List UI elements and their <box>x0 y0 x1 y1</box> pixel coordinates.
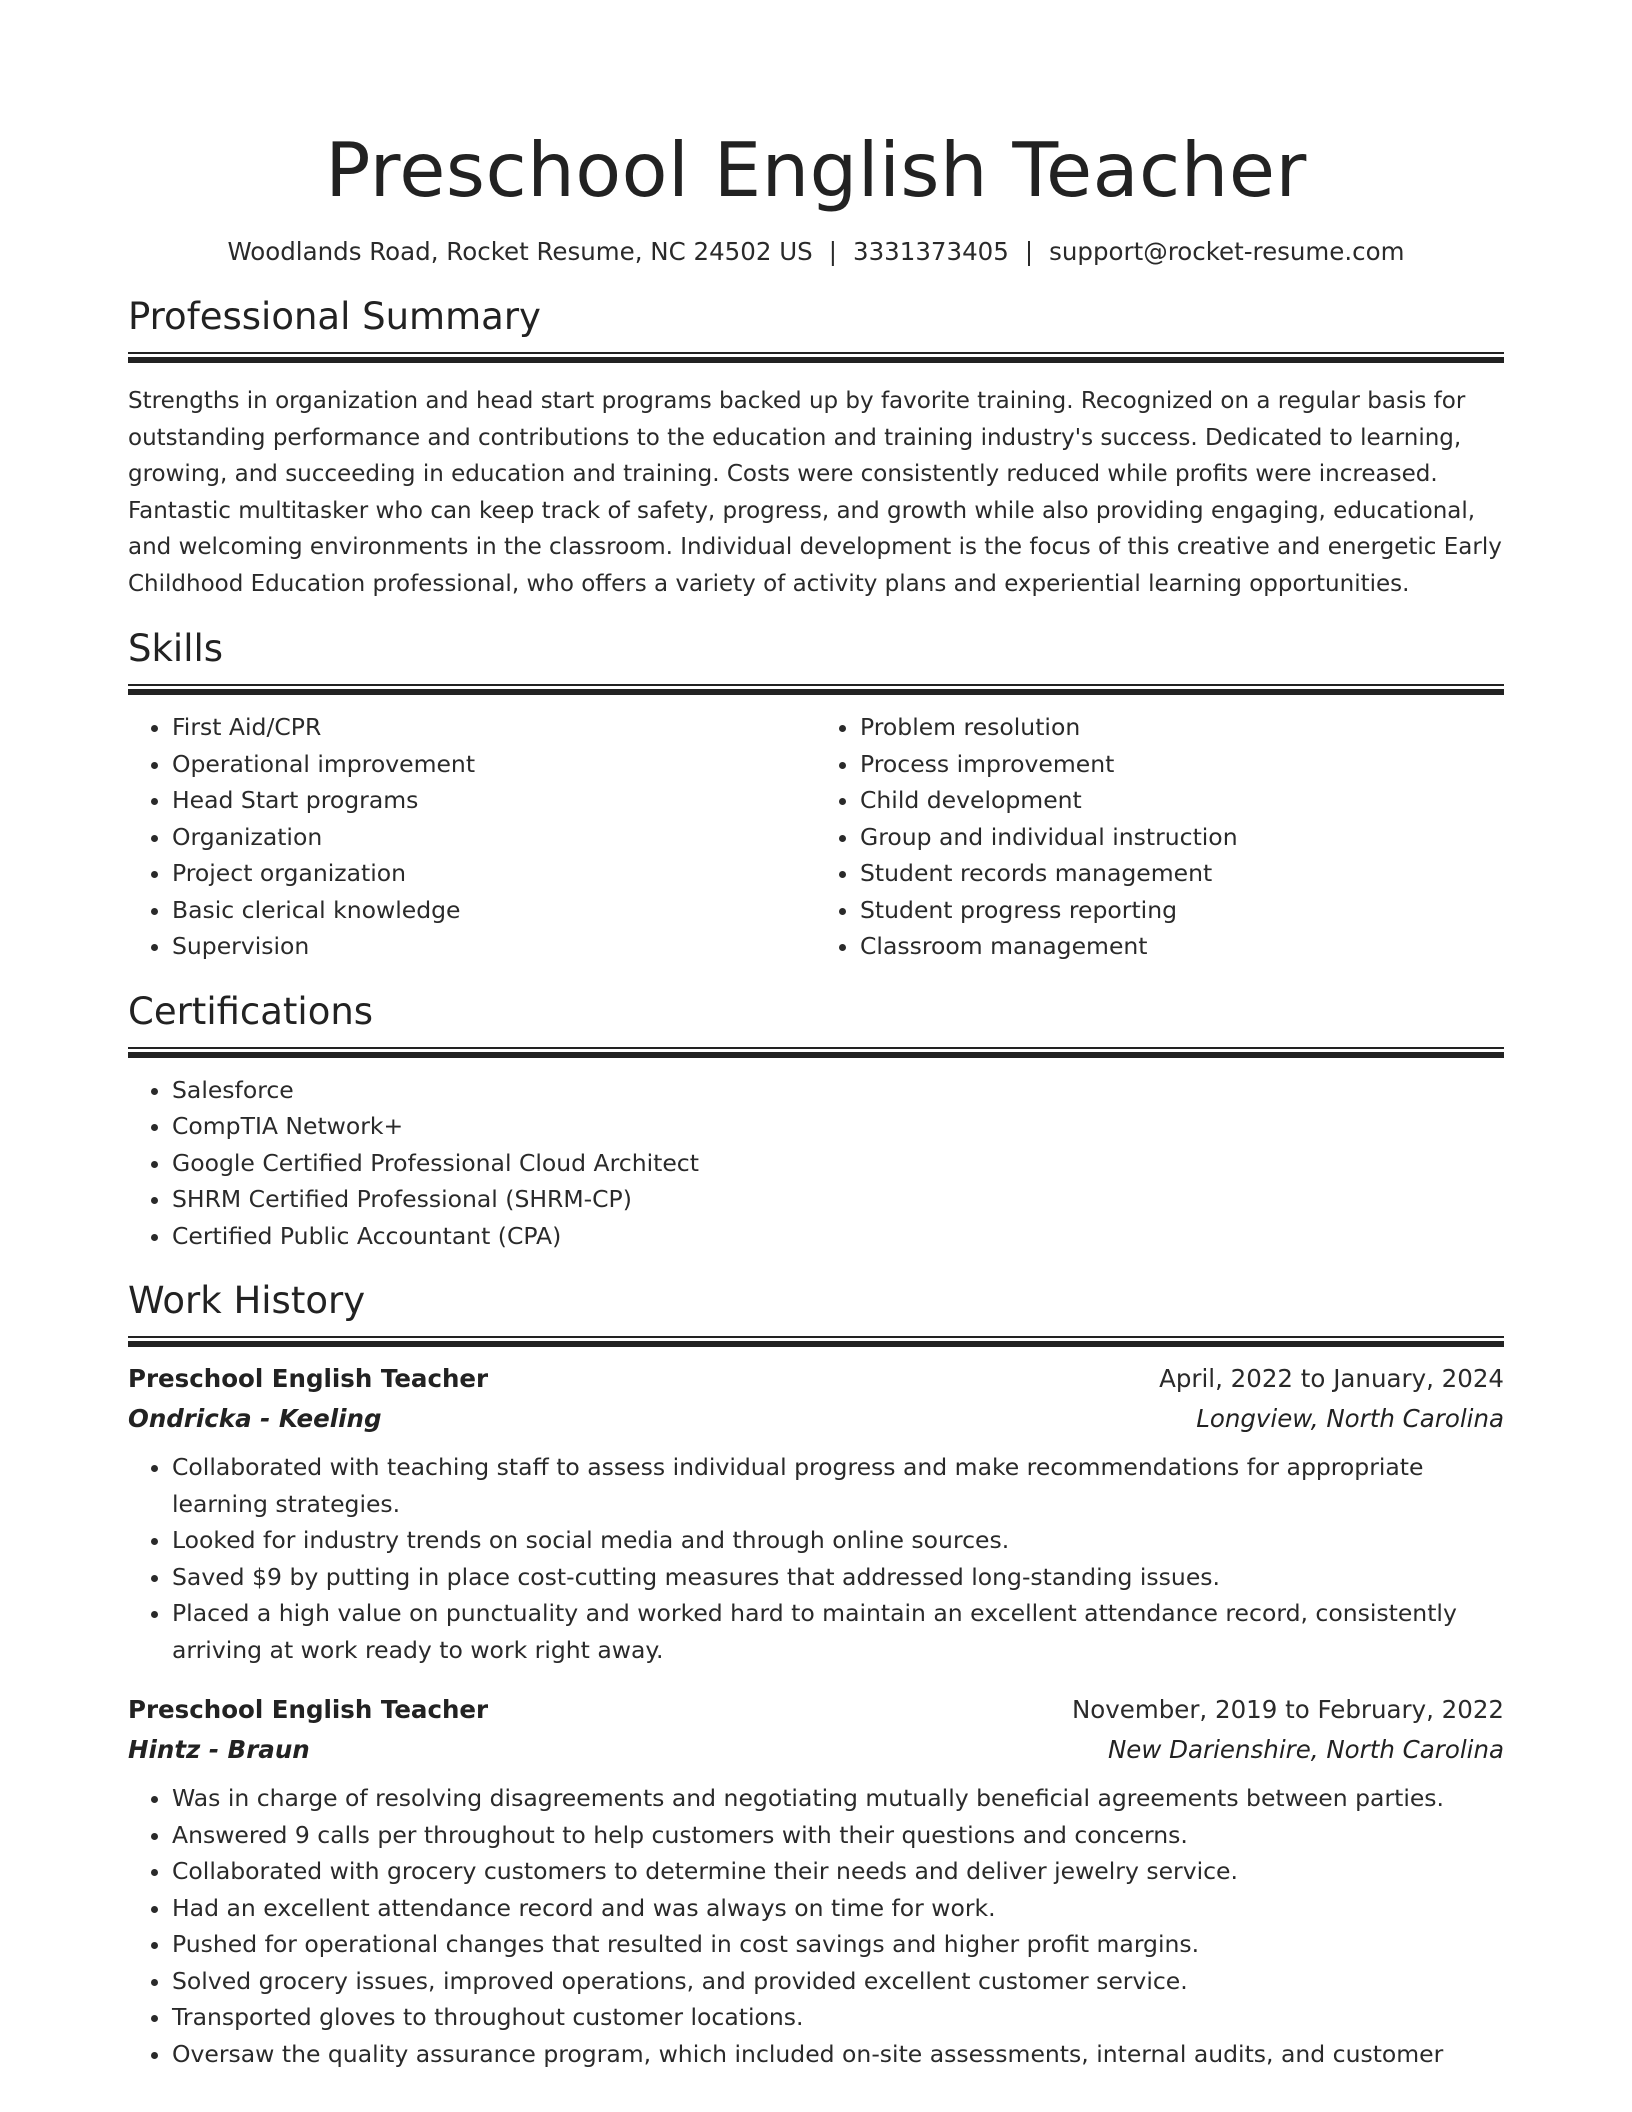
job-entry <box>128 1359 1504 1668</box>
certification-item: • CompTIA Network+ <box>172 1108 1504 1145</box>
job-location: New Darienshire, North Carolina <box>1107 1735 1504 1764</box>
skill-item: • Supervision <box>172 928 816 965</box>
resume-title: Preschool English Teacher <box>325 126 1307 214</box>
certifications-heading: Certifications <box>128 989 374 1033</box>
job-company: Ondricka - Keeling <box>128 1404 382 1433</box>
resume-page <box>128 0 1504 2072</box>
certification-item: • SHRM Certified Professional (SHRM-CP) <box>172 1181 1504 1218</box>
skill-item: • Classroom management <box>860 928 1504 965</box>
job-bullet: • Placed a high value on punctuality and worked hard to maintain an excellent attendance record, consistently arriving at work ready to work right away. <box>172 1595 1504 1668</box>
job-bullet: • Looked for industry trends on social media and through online sources. <box>172 1522 1504 1559</box>
job-bullet: • Solved grocery issues, improved operations, and provided excellent customer service. <box>172 1963 1504 2000</box>
job-dates: November, 2019 to February, 2022 <box>1071 1695 1504 1724</box>
skill-item: • Head Start programs <box>172 782 816 819</box>
contact-email: support@rocket-resume.com <box>1049 237 1405 266</box>
contact-phone: 3331373405 <box>852 237 1009 266</box>
skill-item: • Student progress reporting <box>860 892 1504 929</box>
certifications-list <box>128 1072 1504 1255</box>
job-bullet: • Transported gloves to throughout customer locations. <box>172 1999 1504 2036</box>
skills-list-right <box>816 709 1504 965</box>
section-divider <box>128 1047 1504 1058</box>
skill-item: • Operational improvement <box>172 746 816 783</box>
job-entry <box>128 1690 1504 2072</box>
job-header-row <box>128 1359 1504 1399</box>
summary-heading: Professional Summary <box>128 295 541 338</box>
certification-item: • Google Certified Professional Cloud Architect <box>172 1145 1504 1182</box>
skills-heading: Skills <box>128 627 224 670</box>
skills-columns <box>128 709 1504 965</box>
job-bullet: • Answered 9 calls per throughout to help customers with their questions and concerns. <box>172 1817 1504 1854</box>
summary-section <box>128 294 1504 602</box>
skill-item: • Project organization <box>172 855 816 892</box>
section-divider <box>128 684 1504 695</box>
contact-separator: | <box>1024 237 1034 266</box>
skills-section <box>128 626 1504 965</box>
job-bullets <box>128 1780 1504 2072</box>
skill-item: • Problem resolution <box>860 709 1504 746</box>
contact-line <box>128 236 1504 268</box>
job-subheader-row <box>128 1399 1504 1439</box>
skill-item: • First Aid/CPR <box>172 709 816 746</box>
job-bullet: • Collaborated with teaching staff to assess individual progress and make recommendations for appropriate learning strategies. <box>172 1449 1504 1522</box>
job-header-row <box>128 1690 1504 1730</box>
work-history-heading: Work History <box>128 1279 366 1322</box>
job-bullets <box>128 1449 1504 1668</box>
job-company: Hintz - Braun <box>128 1735 310 1764</box>
job-bullet: • Saved $9 by putting in place cost-cutting measures that addressed long-standing issues. <box>172 1559 1504 1596</box>
certifications-section <box>128 989 1504 1255</box>
job-bullet: • Had an excellent attendance record and was always on time for work. <box>172 1890 1504 1927</box>
skill-item: • Basic clerical knowledge <box>172 892 816 929</box>
job-bullet: • Oversaw the quality assurance program, which included on-site assessments, internal audits, and customer <box>172 2036 1504 2073</box>
skill-item: • Organization <box>172 819 816 856</box>
job-dates: April, 2022 to January, 2024 <box>1159 1364 1504 1393</box>
work-history-section <box>128 1278 1504 2072</box>
job-subheader-row <box>128 1730 1504 1770</box>
contact-address: Woodlands Road, Rocket Resume, NC 24502 US <box>227 237 813 266</box>
skill-item: • Group and individual instruction <box>860 819 1504 856</box>
certification-item: • Certified Public Accountant (CPA) <box>172 1218 1504 1255</box>
job-bullet: • Collaborated with grocery customers to determine their needs and deliver jewelry service. <box>172 1853 1504 1890</box>
job-location: Longview, North Carolina <box>1196 1404 1504 1433</box>
section-divider <box>128 352 1504 363</box>
section-divider <box>128 1336 1504 1347</box>
job-bullet: • Pushed for operational changes that resulted in cost savings and higher profit margins. <box>172 1926 1504 1963</box>
contact-separator: | <box>828 237 837 266</box>
summary-text: Strengths in organization and head start programs backed up by favorite training. Recognized on a regular basis for outstanding performance and contributions to the education and training industry's success. Dedicated to learning, growing, and succeeding in education and training. Costs were consistently reduced while profits were increased. Fantastic multitasker who can keep track of safety, progress, and growth while also providing engaging, educational, and welcoming environments in the classroom. Individual development is the focus of this creative and energetic Early Childhood Education professional, who offers a variety of activity plans and experiential learning opportunities. <box>128 388 1502 597</box>
job-title: Preschool English Teacher <box>128 1695 489 1724</box>
certification-item: • Salesforce <box>172 1072 1504 1109</box>
skill-item: • Student records management <box>860 855 1504 892</box>
job-title: Preschool English Teacher <box>128 1364 489 1393</box>
job-bullet: • Was in charge of resolving disagreements and negotiating mutually beneficial agreements between parties. <box>172 1780 1504 1817</box>
skill-item: • Child development <box>860 782 1504 819</box>
skill-item: • Process improvement <box>860 746 1504 783</box>
skills-list-left <box>128 709 816 965</box>
